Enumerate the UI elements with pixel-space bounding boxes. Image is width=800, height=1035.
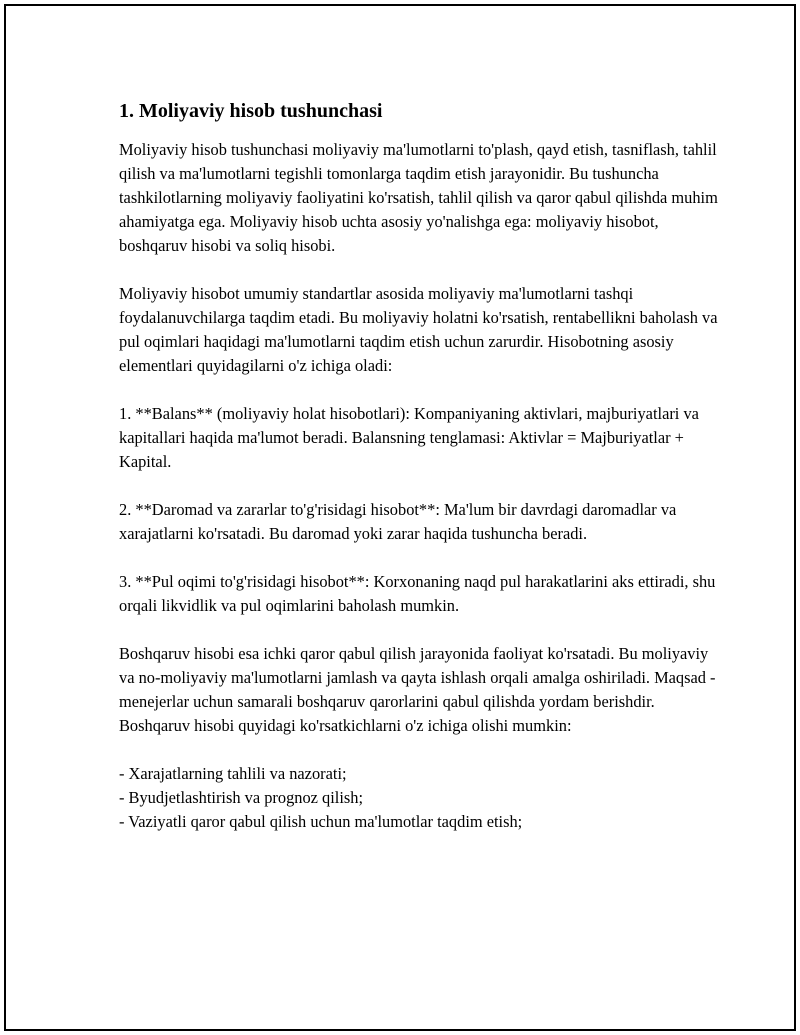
paragraph-balance-sheet: 1. **Balans** (moliyaviy holat hisobotlari): Kompaniyaning aktivlari, majburiyatlari va kapitallari haqida ma'lumot beradi. Balansning tenglamasi: Aktivlar = Majburiyatlar + Kapital. (119, 404, 699, 471)
section-title: 1. Moliyaviy hisob tushunchasi (119, 100, 383, 122)
management-accounting-list (119, 762, 719, 834)
document-page (4, 4, 796, 1031)
paragraph-intro: Moliyaviy hisob tushunchasi moliyaviy ma'lumotlarni to'plash, qayd etish, tasniflash, tahlil qilish va ma'lumotlarni tegishli tomonlarga taqdim etish jarayonidir. Bu tushuncha tashkilotlarning moliyaviy faoliyatini ko'rsatish, tahlil qilish va qaror qabul qilishda muhim ahamiyatga ega. Moliyaviy hisob uchta asosiy yo'nalishga ega: moliyaviy hisobot, boshqaruv hisobi va soliq hisobi. (119, 140, 718, 255)
document-content (119, 98, 719, 834)
list-item: - Byudjetlashtirish va prognoz qilish; (119, 788, 364, 807)
paragraph-financial-reporting: Moliyaviy hisobot umumiy standartlar asosida moliyaviy ma'lumotlarni tashqi foydalanuvchilarga taqdim etadi. Bu moliyaviy holatni ko'rsatish, rentabellikni baholash va pul oqimlari haqidagi ma'lumotlarni taqdim etish uchun zarurdir. Hisobotning asosiy elementlari quyidagilarni o'z ichiga oladi: (119, 284, 718, 375)
list-item: - Xarajatlarning tahlili va nazorati; (119, 764, 347, 783)
paragraph-management-accounting: Boshqaruv hisobi esa ichki qaror qabul qilish jarayonida faoliyat ko'rsatadi. Bu moliyaviy va no-moliyaviy ma'lumotlarni jamlash va qayta ishlash orqali amalga oshiriladi. Maqsad - menejerlar uchun samarali boshqaruv qarorlarini qabul qilishda yordam berishdir. Boshqaruv hisobi quyidagi ko'rsatkichlarni o'z ichiga olishi mumkin: (119, 644, 716, 735)
list-item: - Vaziyatli qaror qabul qilish uchun ma'lumotlar taqdim etish; (119, 812, 523, 831)
paragraph-income-statement: 2. **Daromad va zararlar to'g'risidagi hisobot**: Ma'lum bir davrdagi daromadlar va xarajatlarni ko'rsatadi. Bu daromad yoki zarar haqida tushuncha beradi. (119, 500, 677, 543)
paragraph-cash-flow: 3. **Pul oqimi to'g'risidagi hisobot**: Korxonaning naqd pul harakatlarini aks ettiradi, shu orqali likvidlik va pul oqimlarini baholash mumkin. (119, 572, 716, 615)
